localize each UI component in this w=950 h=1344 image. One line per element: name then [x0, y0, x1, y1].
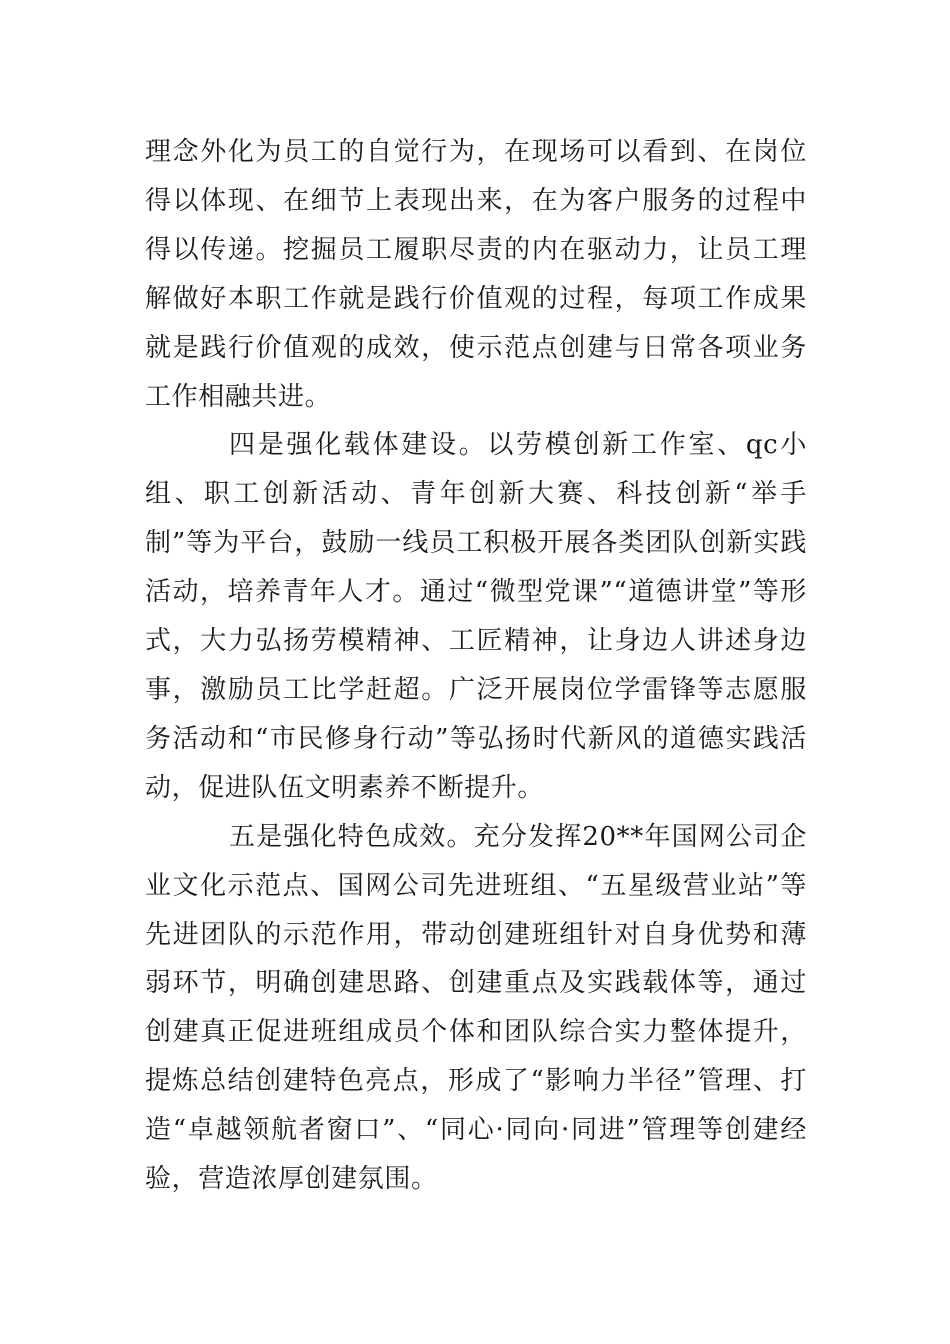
document-page	[145, 128, 807, 1204]
paragraph-continuation: 理念外化为员工的自觉行为，在现场可以看到、在岗位得以体现、在细节上表现出来，在为客户服务的过程中得以传递。挖掘员工履职尽责的内在驱动力，让员工理解做好本职工作就是践行价值观的过程，每项工作成果就是践行价值观的成效，使示范点创建与日常各项业务工作相融共进。	[145, 137, 807, 412]
paragraph-carrier-construction: 四是强化载体建设。以劳模创新工作室、qc小组、职工创新活动、青年创新大赛、科技创新“举手制”等为平台，鼓励一线员工积极开展各类团队创新实践活动，培养青年人才。通过“微型党课”“道德讲堂”等形式，大力弘扬劳模精神、工匠精神，让身边人讲述身边事，激励员工比学赶超。广泛开展岗位学雷锋等志愿服务活动和“市民修身行动”等弘扬时代新风的道德实践活动，促进队伍文明素养不断提升。	[145, 430, 807, 803]
paragraph-characteristic-results: 五是强化特色成效。充分发挥20**年国网公司企业文化示范点、国网公司先进班组、“五星级营业站”等先进团队的示范作用，带动创建班组针对自身优势和薄弱环节，明确创建思路、创建重点及实践载体等，通过创建真正促进班组成员个体和团队综合实力整体提升，提炼总结创建特色亮点，形成了“影响力半径”管理、打造“卓越领航者窗口”、“同心·同向·同进”管理等创建经验，营造浓厚创建氛围。	[145, 821, 807, 1195]
